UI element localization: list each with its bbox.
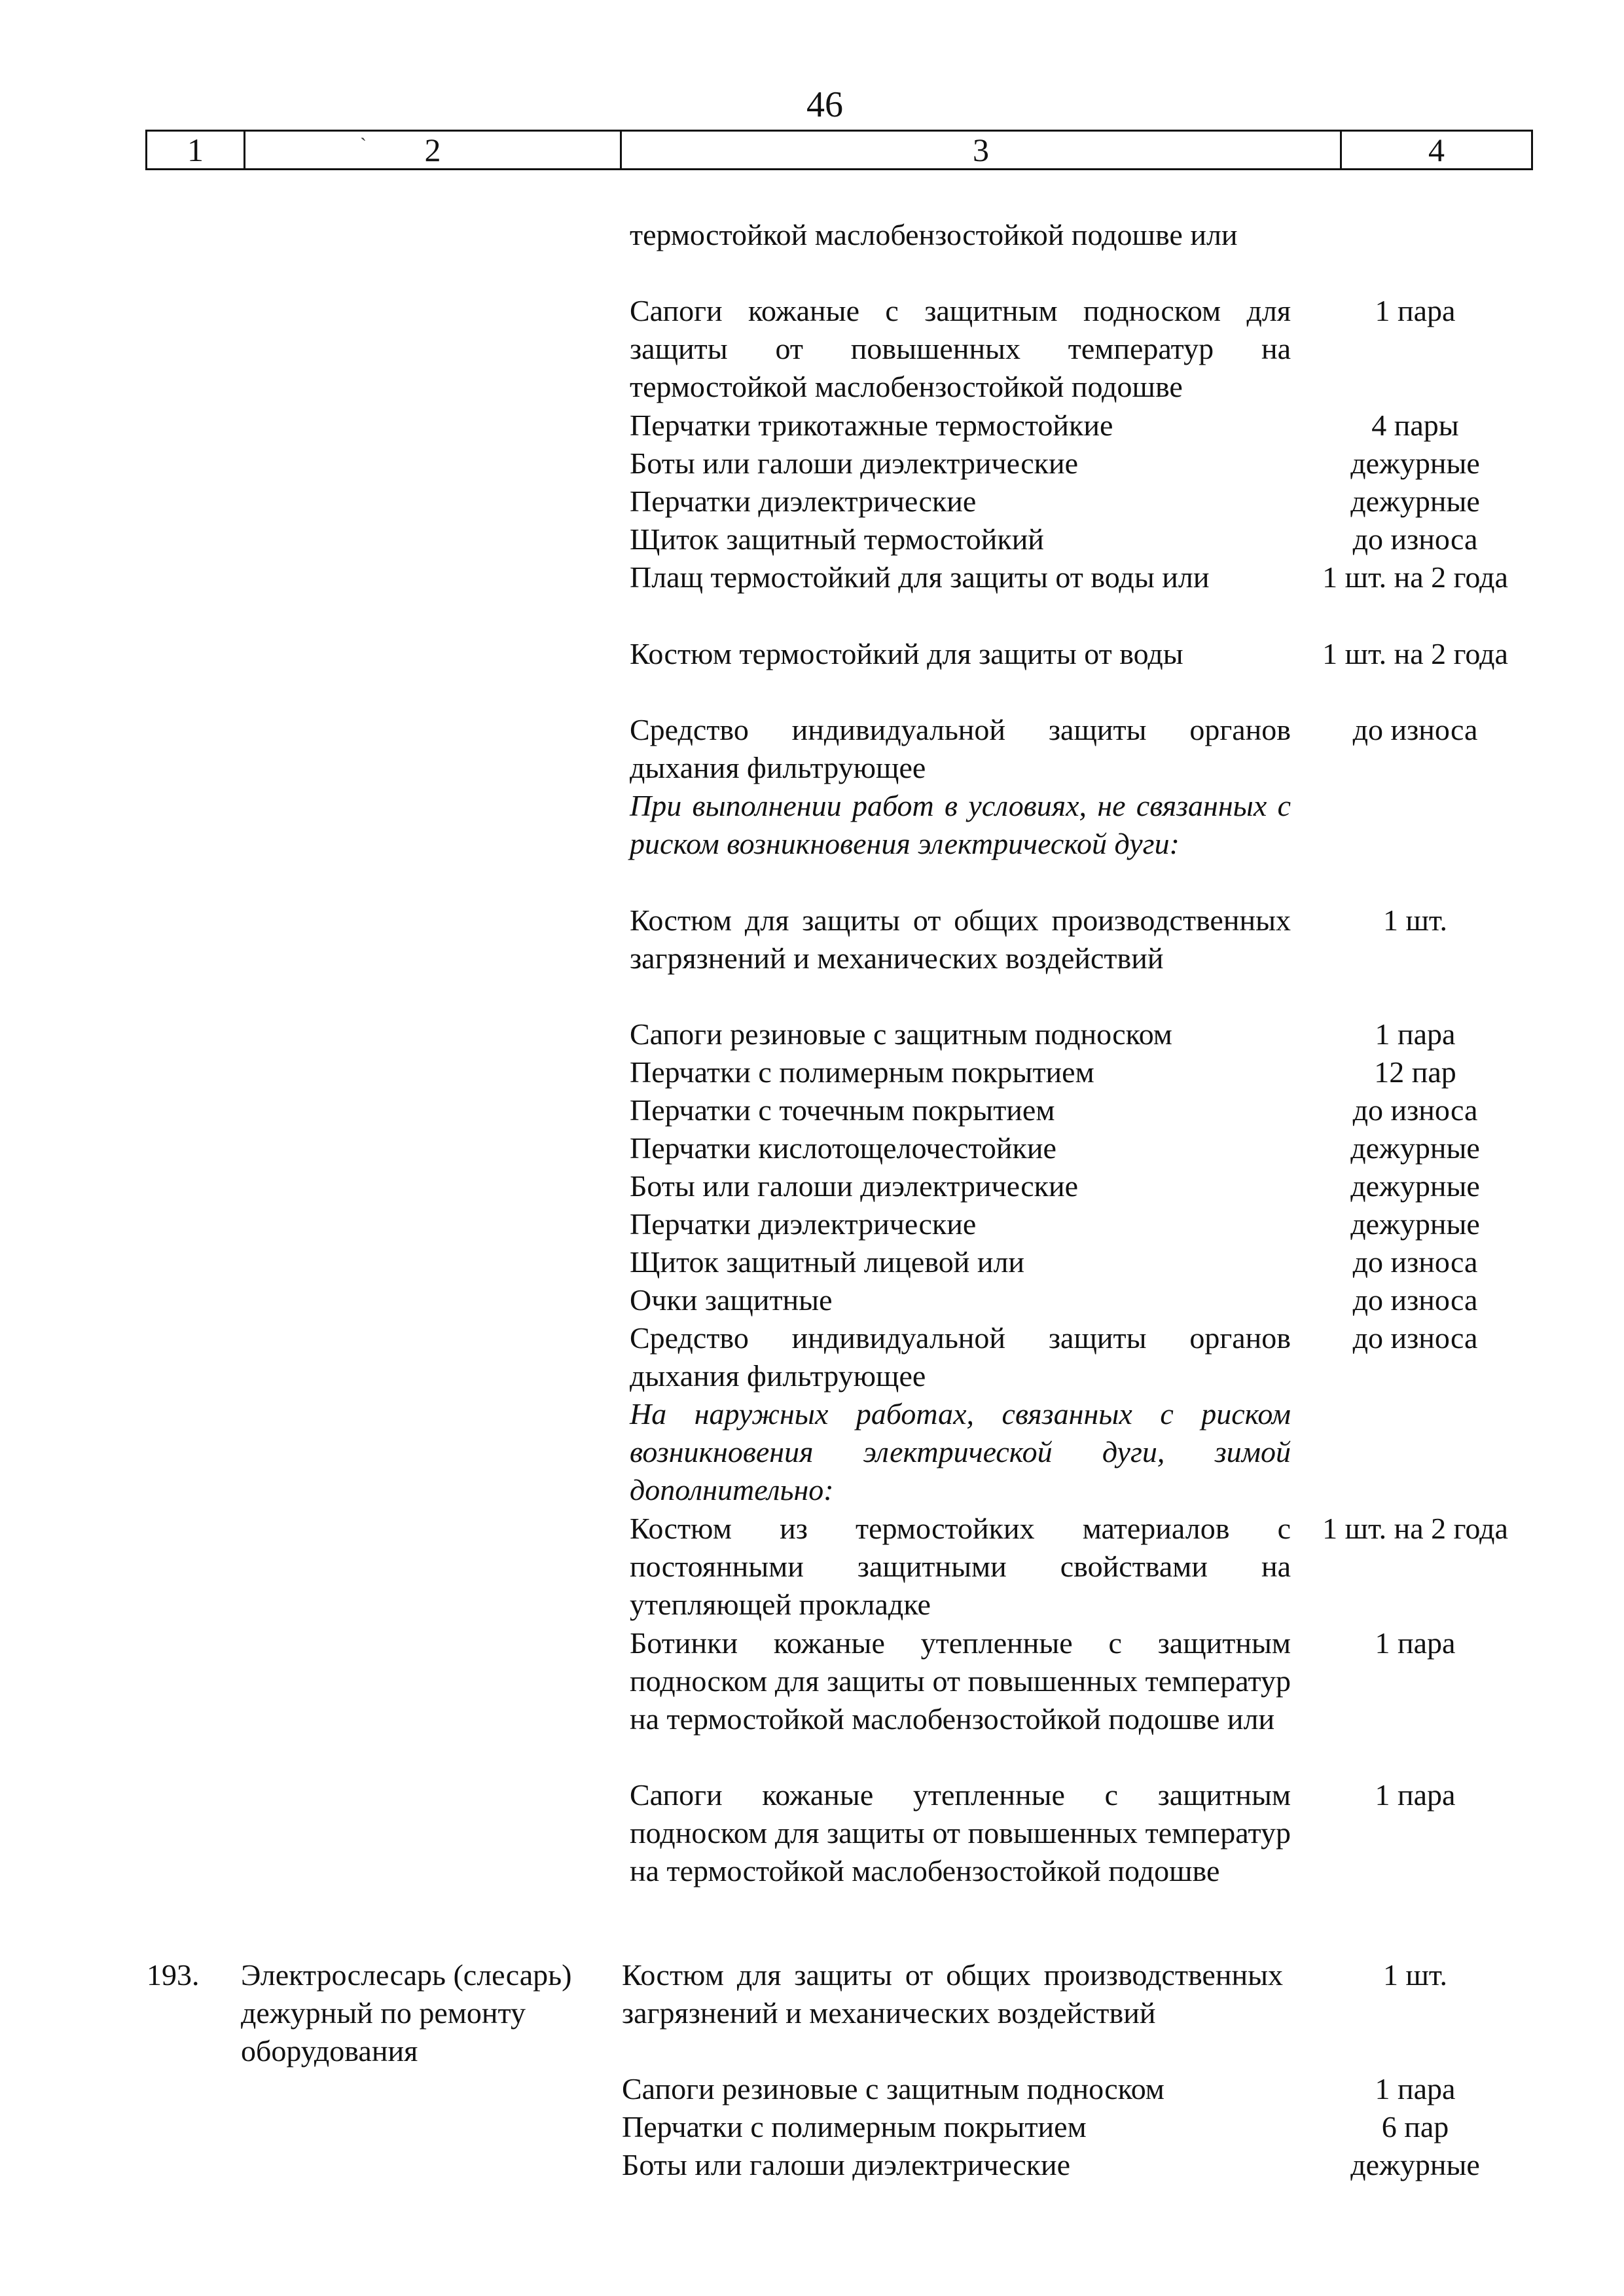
item-text: Перчатки диэлектрические	[630, 1207, 977, 1241]
item-text: Перчатки трикотажные термостойкие	[630, 409, 1113, 442]
norm-text: 4 пары	[1371, 409, 1459, 442]
item-text: термостойкой маслобензостойкой подошве или	[630, 218, 1238, 251]
norm-text: 1 шт.	[1382, 903, 1448, 937]
norm-text: до износа	[1352, 1245, 1478, 1279]
item-text: Очки защитные	[630, 1283, 833, 1317]
norm-text: дежурные	[1350, 484, 1480, 518]
norm-text: дежурные	[1350, 446, 1480, 480]
item-text: Сапоги кожаные утепленные с защитным подноском для защиты от повышенных температур на термостойкой маслобензостойкой подошве	[630, 1778, 1291, 1888]
item-text: Перчатки с точечным покрытием	[630, 1093, 1055, 1127]
norm-text: 1 шт. на 2 года	[1322, 1512, 1508, 1545]
item-text: Боты или галоши диэлектрические	[622, 2148, 1071, 2181]
page-number: 46	[806, 84, 843, 125]
norm-text: дежурные	[1350, 1169, 1480, 1203]
item-text: Сапоги резиновые с защитным подноском	[622, 2072, 1164, 2105]
item-text: Средство индивидуальной защиты органов дыхания фильтрующее	[630, 1321, 1291, 1393]
item-text: Перчатки диэлектрические	[630, 484, 977, 518]
norm-text: до износа	[1352, 1321, 1478, 1355]
column-3-number: 3	[622, 132, 1342, 168]
norm-text: до износа	[1352, 1283, 1478, 1317]
column-1-number: 1	[147, 132, 245, 168]
item-text: Костюм для защиты от общих производственных загрязнений и механических воздействий	[630, 903, 1291, 975]
norm-text: 12 пар	[1374, 1055, 1456, 1089]
norm-text: до износа	[1352, 1093, 1478, 1127]
norm-text: 1 пара	[1375, 2072, 1456, 2105]
profession-title: Электрослесарь (слесарь) дежурный по ремонту оборудования	[241, 1958, 572, 2068]
item-text: Костюм для защиты от общих производственных загрязнений и механических воздействий	[622, 1958, 1283, 2030]
section-heading: При выполнении работ в условиях, не связанных с риском возникновения электрической дуги:	[630, 789, 1291, 861]
norm-text: дежурные	[1350, 1131, 1480, 1165]
column-number-header	[145, 130, 1533, 170]
norm-text: 1 пара	[1375, 1778, 1456, 1812]
norm-text: до износа	[1352, 522, 1478, 556]
norm-text: дежурные	[1350, 2148, 1480, 2181]
norm-text: 1 шт. на 2 года	[1322, 637, 1508, 670]
row-number: 193.	[147, 1958, 200, 1992]
section-heading: На наружных работах, связанных с риском возникновения электрической дуги, зимой дополнительно:	[630, 1397, 1291, 1507]
item-text: Костюм из термостойких материалов с постоянными защитными свойствами на утепляющей прокладке	[630, 1512, 1291, 1622]
item-text: Костюм термостойкий для защиты от воды	[630, 637, 1183, 670]
norm-text: 6 пар	[1381, 2110, 1449, 2143]
norm-text: 1 пара	[1375, 1017, 1456, 1051]
item-text: Перчатки кислотощелочестойкие	[630, 1131, 1056, 1165]
item-text: Перчатки с полимерным покрытием	[622, 2110, 1087, 2143]
norm-text: 1 шт. на 2 года	[1322, 560, 1508, 594]
item-text: Боты или галоши диэлектрические	[630, 1169, 1079, 1203]
norm-text: 1 пара	[1375, 294, 1456, 327]
item-text: Ботинки кожаные утепленные с защитным подноском для защиты от повышенных температур на термостойкой маслобензостойкой подошве или	[630, 1626, 1291, 1736]
item-text: Средство индивидуальной защиты органов дыхания фильтрующее	[630, 713, 1291, 785]
item-text: Боты или галоши диэлектрические	[630, 446, 1079, 480]
item-text: Щиток защитный лицевой или	[630, 1245, 1025, 1279]
norm-text: дежурные	[1350, 1207, 1480, 1241]
norm-text: до износа	[1352, 713, 1478, 746]
item-text: Сапоги резиновые с защитным подноском	[630, 1017, 1172, 1051]
norm-text: 1 шт.	[1382, 1958, 1448, 1992]
item-text: Щиток защитный термостойкий	[630, 522, 1044, 556]
item-text: Перчатки с полимерным покрытием	[630, 1055, 1094, 1089]
item-text: Плащ термостойкий для защиты от воды или	[630, 560, 1210, 594]
scan-tick-mark: `	[360, 134, 367, 156]
item-text: Сапоги кожаные с защитным подноском для защиты от повышенных температур на термостойкой маслобензостойкой подошве	[630, 294, 1291, 404]
norm-text: 1 пара	[1375, 1626, 1456, 1660]
column-2-number: 2	[245, 132, 622, 168]
column-4-number: 4	[1428, 132, 1445, 168]
